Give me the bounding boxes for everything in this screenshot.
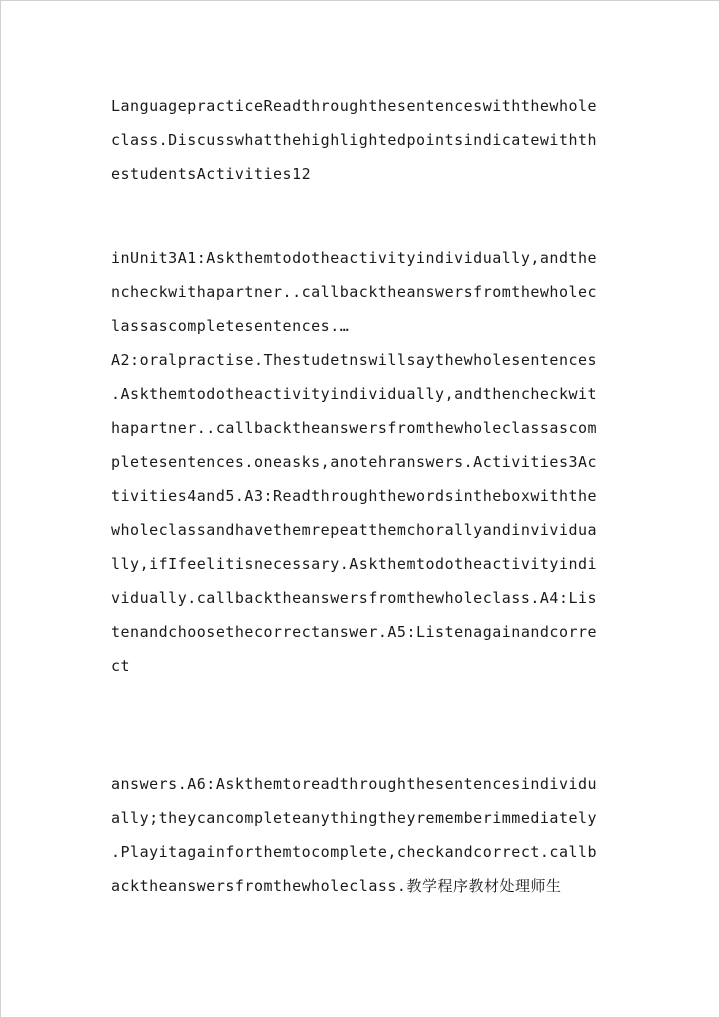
text-line: lly,ifIfeelitisnecessary.Askthemtodotheactivityindi	[111, 555, 598, 573]
text-line: lassascompletesentences.…	[111, 317, 350, 335]
text-line: acktheanswersfromthewholeclass.教学程序教材处理师生	[111, 877, 562, 895]
text-line: .Playitagainforthemtocomplete,checkandcorrect.callb	[111, 843, 598, 861]
text-line: pletesentences.oneasks,anotehranswers.Activities3Ac	[111, 453, 598, 471]
text-line: LanguagepracticeReadthroughthesentenceswiththewhole	[111, 97, 598, 115]
text-line: A2:oralpractise.Thestudetnswillsaythewholesentences	[111, 351, 598, 369]
paragraph-language-practice	[111, 89, 611, 191]
text-line: answers.A6:Askthemtoreadthroughthesentencesindividu	[111, 775, 598, 793]
text-line: ct	[111, 657, 131, 675]
text-line: inUnit3A1:Askthemtodotheactivityindividually,andthe	[111, 249, 598, 267]
text-line: class.Discusswhatthehighlightedpointsindicatewithth	[111, 131, 598, 149]
text-line: vidually.callbacktheanswersfromthewholeclass.A4:Lis	[111, 589, 598, 607]
text-line: ally;theycancompleteanythingtheyrememberimmediately	[111, 809, 598, 827]
text-line: .Askthemtodotheactivityindividually,andthencheckwit	[111, 385, 598, 403]
paragraph-activities	[111, 241, 611, 683]
text-line: hapartner..callbacktheanswersfromthewholeclassascom	[111, 419, 598, 437]
text-line: estudentsActivities12	[111, 165, 312, 183]
paragraph-answers	[111, 767, 611, 903]
text-line: tivities4and5.A3:Readthroughthewordsintheboxwiththe	[111, 487, 598, 505]
text-line: ncheckwithapartner..callbacktheanswersfromthewholec	[111, 283, 598, 301]
text-line: tenandchoosethecorrectanswer.A5:Listenagainandcorre	[111, 623, 598, 641]
text-line: wholeclassandhavethemrepeatthemchorallyandinvividua	[111, 521, 598, 539]
